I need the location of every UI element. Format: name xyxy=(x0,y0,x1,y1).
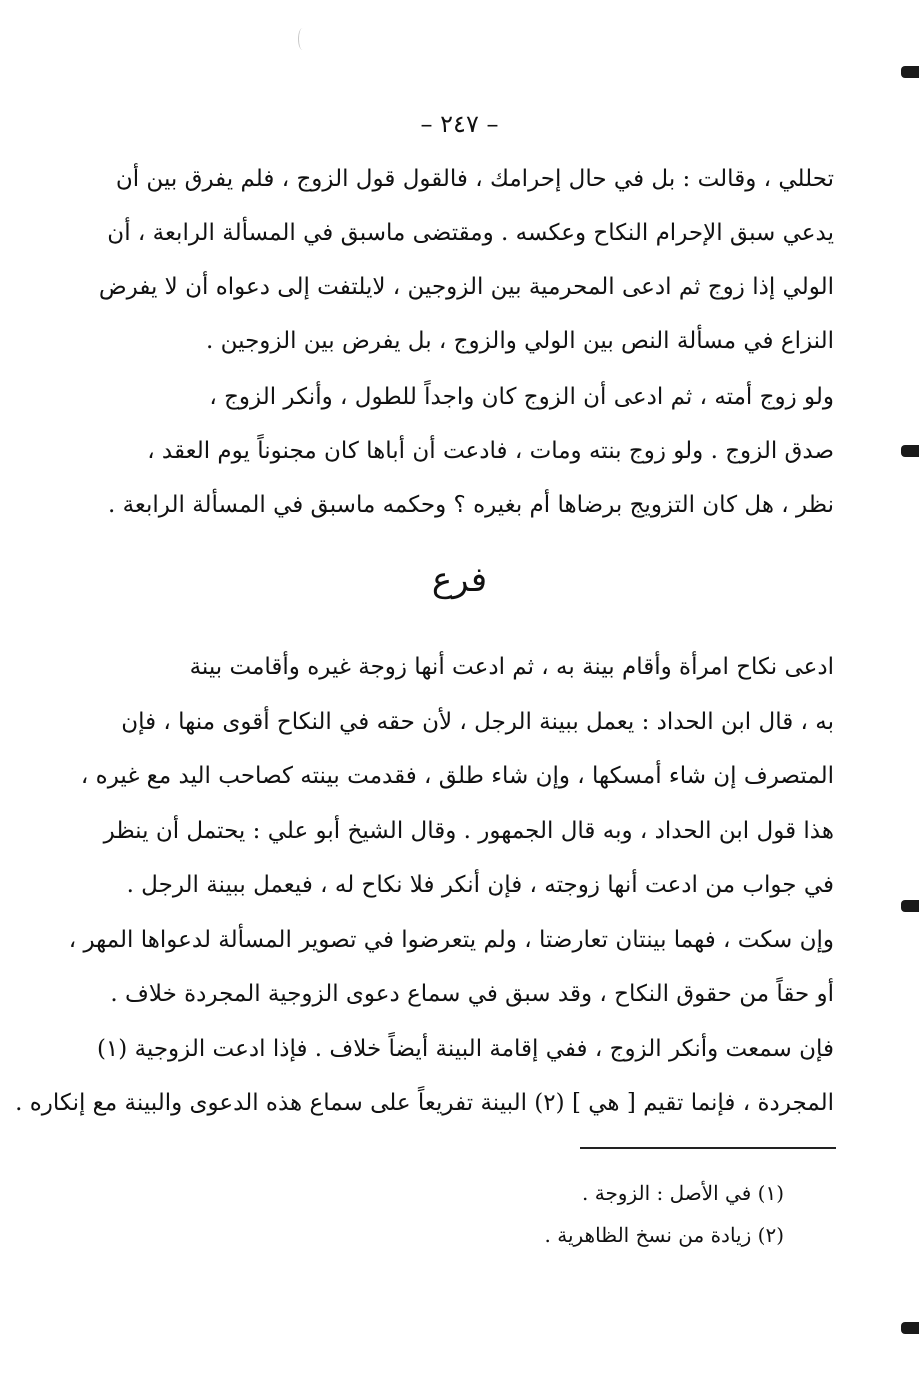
text-line: صدق الزوج . ولو زوج بنته ومات ، فادعت أن أباها كان مجنوناً يوم العقد ، xyxy=(147,438,834,464)
text-line: الولي إذا زوج ثم ادعى المحرمية بين الزوجين ، لايلتفت إلى دعواه أن لا يفرض xyxy=(98,274,834,300)
binding-mark xyxy=(901,1322,919,1334)
text-line: نظر ، هل كان التزويج برضاها أم بغيره ؟ وحكمه ماسبق في المسألة الرابعة . xyxy=(107,492,834,518)
text-line: النزاع في مسألة النص بين الولي والزوج ، بل يفرض بين الزوجين . xyxy=(206,328,834,354)
text-line: هذا قول ابن الحداد ، وبه قال الجمهور . وقال الشيخ أبو علي : يحتمل أن ينظر xyxy=(103,817,834,844)
section-body xyxy=(15,640,834,1131)
binding-mark xyxy=(901,445,919,457)
text-line: المتصرف إن شاء أمسكها ، وإن شاء طلق ، فقدمت بينته كصاحب اليد مع غيره ، xyxy=(80,763,834,789)
page-speck xyxy=(298,28,307,50)
paragraph-1 xyxy=(98,152,834,368)
text-line: يدعي سبق الإحرام النكاح وعكسه . ومقتضى ماسبق في المسألة الرابعة ، أن xyxy=(107,220,834,246)
text-line: وإن سكت ، فهما بينتان تعارضتا ، ولم يتعرضوا في تصوير المسألة لدعواها المهر ، xyxy=(68,926,834,953)
text-line: المجردة ، فإنما تقيم [ هي ] (٢) البينة تفريعاً على سماع هذه الدعوى والبينة مع إنكاره . xyxy=(15,1090,834,1116)
text-line: في جواب من ادعت أنها زوجته ، فإن أنكر فلا نكاح له ، فيعمل ببينة الرجل . xyxy=(126,872,834,898)
text-line: ولو زوج أمته ، ثم ادعى أن الزوج كان واجداً للطول ، وأنكر الزوج ، xyxy=(209,384,834,410)
text-line: تحللي ، وقالت : بل في حال إحرامك ، فالقول قول الزوج ، فلم يفرق بين أن xyxy=(115,166,834,192)
footnote-1: (١) في الأصل : الزوجة . xyxy=(582,1181,784,1205)
footnotes xyxy=(112,1172,784,1256)
binding-mark xyxy=(901,66,919,78)
section-heading: فرع xyxy=(431,560,488,600)
footnote-separator xyxy=(580,1147,836,1149)
text-line: به ، قال ابن الحداد : يعمل ببينة الرجل ، لأن حقه في النكاح أقوى منها ، فإن xyxy=(121,708,834,735)
text-line: فإن سمعت وأنكر الزوج ، ففي إقامة البينة أيضاً خلاف . فإذا ادعت الزوجية (١) xyxy=(96,1035,834,1062)
paragraph-2 xyxy=(107,370,834,532)
binding-mark xyxy=(901,900,919,912)
text-line: ادعى نكاح امرأة وأقام بينة به ، ثم ادعت أنها زوجة غيره وأقامت بينة xyxy=(189,654,834,680)
page-number: – ٢٤٧ – xyxy=(420,110,499,138)
text-line: أو حقاً من حقوق النكاح ، وقد سبق في سماع دعوى الزوجية المجردة خلاف . xyxy=(110,981,834,1007)
footnote-2: (٢) زيادة من نسخ الظاهرية . xyxy=(544,1223,784,1247)
